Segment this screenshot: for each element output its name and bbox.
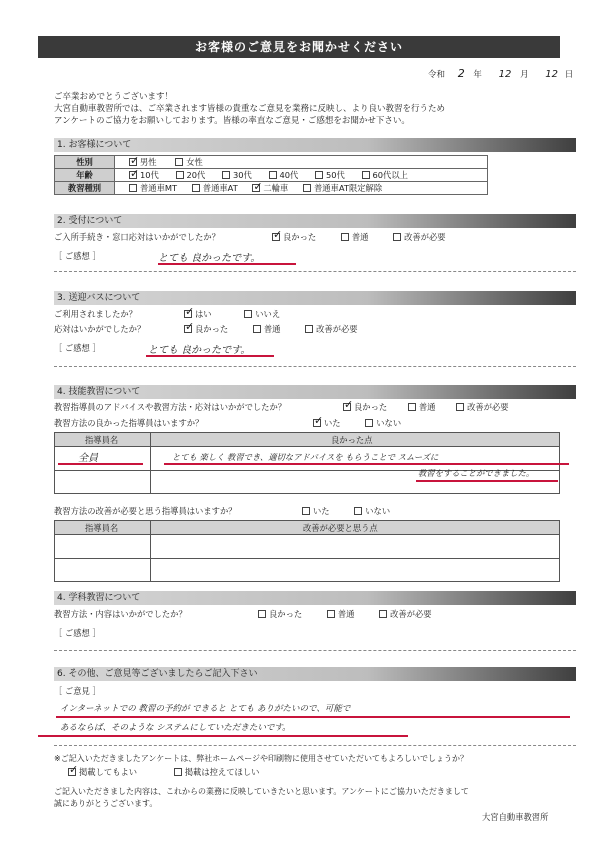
gender-label: 性別 [55, 156, 115, 169]
divider [54, 271, 576, 272]
table-divider [150, 432, 151, 494]
checkbox[interactable] [129, 171, 137, 179]
option-label: 改善が必要 [390, 609, 432, 619]
option-label: いた [313, 506, 330, 516]
improve-instructor-question: 教習方法の改善が必要と思う指導員はいますか？ [54, 506, 237, 516]
option-label: 普通 [337, 609, 355, 619]
course-type-label: 教習種別 [55, 182, 115, 195]
col-improve-points: 改善が必要と思う点 [303, 523, 378, 533]
checkbox[interactable] [174, 768, 182, 776]
checkbox[interactable] [252, 184, 260, 192]
checkbox[interactable] [244, 310, 252, 318]
customer-info-table [54, 155, 488, 195]
checkbox[interactable] [175, 158, 183, 166]
instructor-question: 教習指導員のアドバイスや教習方法・応対はいかがでしたか？ [54, 402, 287, 412]
bus-comment[interactable]: とても 良かったです。 [148, 345, 251, 356]
section-2-header: 2. 受付について [54, 214, 576, 228]
checkbox[interactable] [272, 233, 280, 241]
classroom-options [258, 609, 432, 620]
date-day-value[interactable]: 12 [545, 69, 559, 80]
option-label: 良かった [269, 609, 303, 619]
good-points-line-2[interactable]: 教習をすることができました。 [418, 468, 535, 478]
option-label: 40代 [279, 170, 299, 180]
option-label: 改善が必要 [316, 324, 358, 334]
option-label: いた [324, 418, 341, 428]
option-label: 普通車AT [202, 183, 238, 193]
divider [54, 745, 576, 746]
option-label: 普通車AT限定解除 [313, 183, 383, 193]
table-divider [150, 520, 151, 582]
reception-comment[interactable]: とても 良かったです。 [158, 253, 261, 264]
checkbox[interactable] [176, 171, 184, 179]
footer-organization: 大宮自動車教習所 [482, 812, 549, 822]
divider [54, 650, 576, 651]
checkbox[interactable] [184, 310, 192, 318]
checkbox[interactable] [129, 158, 137, 166]
date-year-value[interactable]: 2 [457, 67, 465, 80]
option-label: いない [365, 506, 391, 516]
col-instructor-name: 指導員名 [85, 435, 119, 445]
instructor-options [343, 402, 509, 413]
option-label: 60代以上 [372, 170, 408, 180]
improve-instructor-options [302, 506, 390, 517]
table-header [55, 433, 559, 447]
col-instructor-name: 指導員名 [85, 523, 119, 533]
form-title: お客様のご意見をお聞かせください [38, 36, 560, 58]
checkbox[interactable] [258, 610, 266, 618]
bus-service-question: 応対はいかがでしたか？ [54, 324, 146, 334]
date-month-label: 月 [520, 70, 529, 80]
date-month-value[interactable]: 12 [498, 69, 512, 80]
bus-usage-options [184, 309, 280, 320]
intro-line: 大宮自動車教習所では、ご卒業されます皆様の貴重なご意見を業務に反映し、より良い教習を行うため [54, 104, 446, 114]
good-instructor-options [313, 418, 401, 429]
checkbox[interactable] [354, 507, 362, 515]
opinion-line-1[interactable]: インターネットでの 教習の予約が できると とても ありがたいので、可能で [60, 704, 351, 714]
checkbox[interactable] [315, 171, 323, 179]
section-4-header: 4. 技能教習について [54, 385, 576, 399]
table-divider [54, 446, 560, 447]
table-divider [54, 534, 560, 535]
improve-instructor-table [54, 520, 560, 582]
course-type-options [115, 182, 488, 195]
age-label: 年齢 [55, 169, 115, 182]
option-label: 女性 [186, 157, 203, 167]
section-5-header: 4. 学科教習について [54, 591, 576, 605]
red-underline [416, 480, 558, 482]
checkbox[interactable] [305, 325, 313, 333]
option-label: 50代 [326, 170, 345, 180]
red-underline [56, 716, 570, 718]
col-good-points: 良かった点 [331, 435, 373, 445]
red-underline [164, 463, 569, 465]
age-options [115, 169, 488, 182]
checkbox[interactable] [341, 233, 349, 241]
option-label: 普通 [263, 324, 281, 334]
red-underline [146, 355, 274, 357]
date-year-label: 年 [473, 70, 482, 80]
checkbox[interactable] [269, 171, 277, 179]
option-label: 普通 [351, 232, 369, 242]
classroom-question: 教習方法・内容はいかがでしたか？ [54, 609, 187, 619]
opinion-label: ［ ご意見 ］ [54, 686, 101, 696]
table-row [55, 182, 488, 195]
intro-text [54, 91, 445, 127]
option-label: 改善が必要 [404, 232, 446, 242]
option-label: 良かった [195, 324, 229, 334]
section-1-header: 1. お客様について [54, 138, 576, 152]
checkbox[interactable] [68, 768, 76, 776]
option-label: 掲載してもよい [79, 767, 138, 777]
date-era: 令和 [428, 70, 446, 80]
option-label: いいえ [255, 309, 281, 319]
bus-service-options [184, 324, 358, 335]
section-6-header: 6. その他、ご意見等ございましたらご記入下さい [54, 667, 576, 681]
option-label: 良かった [354, 402, 388, 412]
instructor-name-entry[interactable]: 全員 [78, 453, 98, 464]
date-line [428, 67, 573, 80]
option-label: 普通 [418, 402, 436, 412]
good-points-line-1[interactable]: とても 楽しく 教習でき、適切なアドバイスを もらうことで スムーズに [172, 452, 439, 462]
intro-line: ご卒業おめでとうございます！ [54, 92, 174, 102]
checkbox[interactable] [192, 184, 200, 192]
footer-line-2: 誠にありがとうございます。 [54, 799, 158, 808]
option-label: 普通車MT [140, 183, 178, 193]
option-label: 20代 [186, 170, 206, 180]
option-label: 改善が必要 [467, 402, 509, 412]
checkbox[interactable] [379, 610, 387, 618]
reception-comment-label: ［ ご感想 ］ [54, 251, 101, 261]
divider [54, 366, 576, 367]
bus-usage-question: ご利用されましたか？ [54, 309, 137, 319]
checkbox[interactable] [184, 325, 192, 333]
checkbox[interactable] [222, 171, 230, 179]
option-label: はい [195, 309, 212, 319]
option-label: 男性 [140, 157, 157, 167]
intro-line: アンケートのご協力をお願いしております。皆様の率直なご意見・ご感想をお聞かせ下さい。 [54, 116, 410, 126]
table-divider [54, 558, 560, 559]
consent-options [68, 767, 259, 778]
checkbox[interactable] [365, 419, 373, 427]
opinion-line-2[interactable]: あるならば、そのような システムにしていただきたいです。 [60, 723, 291, 733]
option-label: 良かった [283, 232, 317, 242]
classroom-comment-label: ［ ご感想 ］ [54, 628, 101, 638]
checkbox[interactable] [393, 233, 401, 241]
table-row [55, 156, 488, 169]
gender-options [115, 156, 488, 169]
checkbox[interactable] [303, 184, 311, 192]
reception-options [272, 232, 446, 243]
checkbox[interactable] [362, 171, 370, 179]
bus-comment-label: ［ ご感想 ］ [54, 343, 101, 353]
consent-question: ※ご記入いただきましたアンケートは、弊社ホームページや印刷物に使用させていただいてもよろしいでしょうか？ [54, 754, 469, 763]
red-underline [58, 463, 143, 465]
checkbox[interactable] [302, 507, 310, 515]
option-label: 二輪車 [263, 183, 289, 193]
option-label: 10代 [140, 170, 159, 180]
reception-question: ご入所手続き・窓口応対はいかがでしたか？ [54, 232, 220, 242]
option-label: 掲載は控えてほしい [184, 767, 260, 777]
good-instructor-question: 教習方法の良かった指導員はいますか？ [54, 418, 204, 428]
table-row [55, 169, 488, 182]
checkbox[interactable] [253, 325, 261, 333]
option-label: いない [376, 418, 402, 428]
section-3-header: 3. 送迎バスについて [54, 291, 576, 305]
checkbox[interactable] [408, 403, 416, 411]
red-underline [38, 735, 408, 737]
red-underline [158, 263, 296, 265]
footer-line-1: ご記入いただきました内容は、これからの業務に反映していきたいと思います。アンケートにご協力いただきまして [54, 787, 469, 796]
option-label: 30代 [233, 170, 252, 180]
checkbox[interactable] [456, 403, 464, 411]
checkbox[interactable] [313, 419, 321, 427]
checkbox[interactable] [343, 403, 351, 411]
checkbox[interactable] [327, 610, 335, 618]
date-day-label: 日 [564, 70, 574, 80]
checkbox[interactable] [129, 184, 137, 192]
